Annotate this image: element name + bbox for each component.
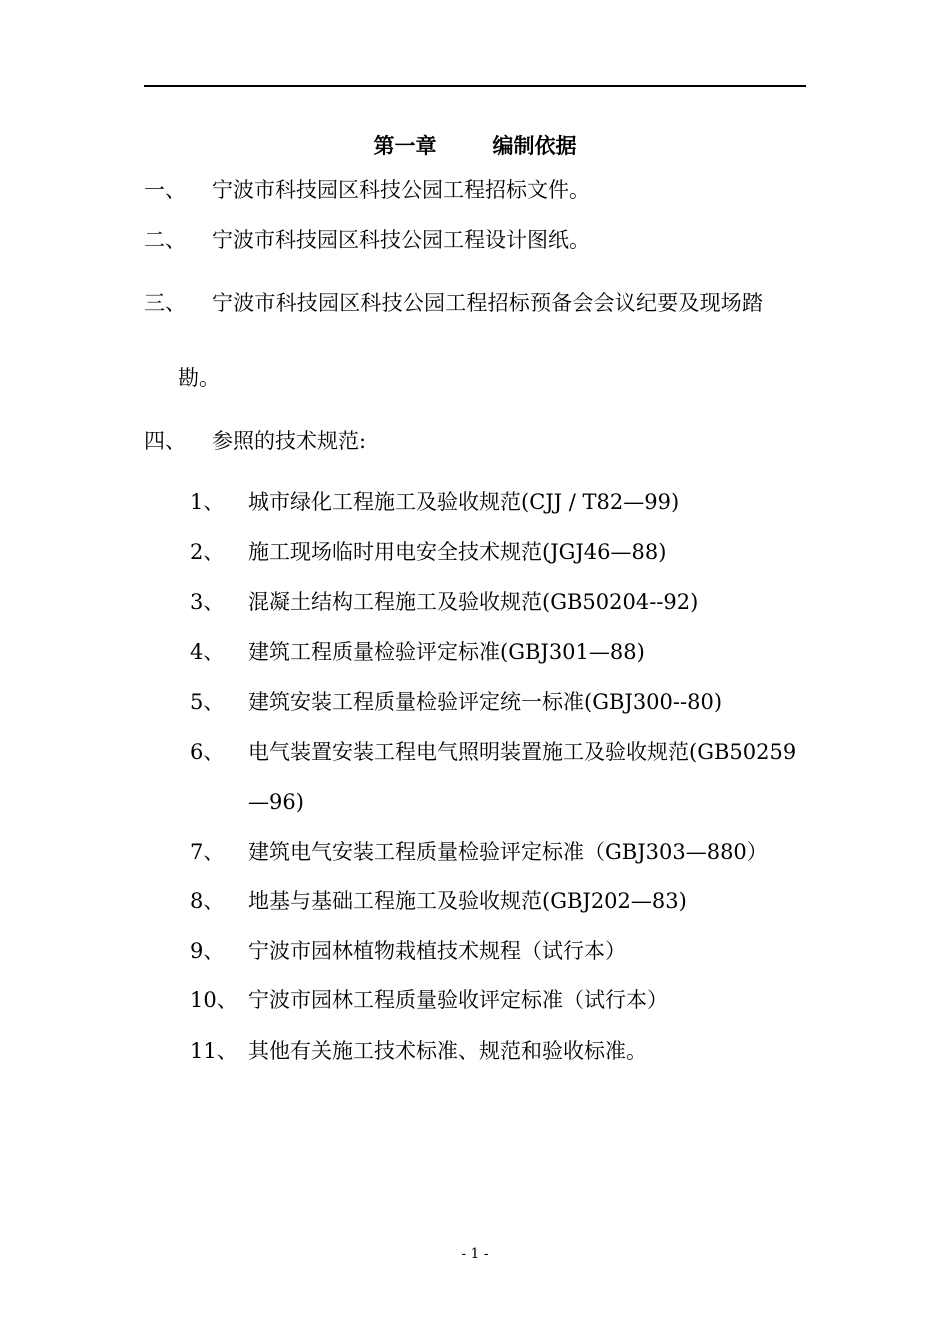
section-num: 二、 bbox=[144, 228, 186, 252]
section-num: 四、 bbox=[144, 429, 186, 453]
section-text: 宁波市科技园区科技公园工程设计图纸。 bbox=[212, 228, 590, 252]
standard-num: 10、 bbox=[190, 988, 238, 1012]
section-num: 一、 bbox=[144, 178, 186, 202]
standard-text: 电气装置安装工程电气照明装置施工及验收规范(GB50259 bbox=[248, 740, 797, 764]
chapter-number: 第一章 bbox=[373, 133, 437, 158]
standard-num: 1、 bbox=[190, 490, 225, 514]
standard-text: 建筑工程质量检验评定标准(GBJ301—88) bbox=[248, 640, 645, 664]
standard-text: 宁波市园林植物栽植技术规程（试行本） bbox=[248, 939, 626, 963]
standard-text: 城市绿化工程施工及验收规范(CJJ / T82—99) bbox=[248, 490, 680, 514]
standard-num: 6、 bbox=[190, 740, 225, 764]
page-number: - 1 - bbox=[461, 1246, 489, 1262]
standard-text: 混凝土结构工程施工及验收规范(GB50204--92) bbox=[248, 590, 699, 614]
standard-num: 8、 bbox=[190, 889, 225, 913]
standard-text: 建筑电气安装工程质量检验评定标准（GBJ303—880） bbox=[248, 840, 768, 864]
standard-text: 地基与基础工程施工及验收规范(GBJ202—83) bbox=[248, 889, 687, 913]
section-text: 宁波市科技园区科技公园工程招标预备会会议纪要及现场踏 bbox=[212, 291, 764, 315]
standard-num: 7、 bbox=[190, 840, 225, 864]
standard-text: 宁波市园林工程质量验收评定标准（试行本） bbox=[248, 988, 668, 1012]
standard-num: 4、 bbox=[190, 640, 225, 664]
chapter-title: 编制依据 bbox=[492, 133, 577, 158]
standard-num: 5、 bbox=[190, 690, 225, 714]
section-text: 参照的技术规范: bbox=[212, 429, 367, 453]
section-3-continued: 勘。 bbox=[178, 366, 220, 390]
standard-item-continued: —96) bbox=[248, 790, 304, 814]
standard-num: 9、 bbox=[190, 939, 225, 963]
section-num: 三、 bbox=[144, 291, 186, 315]
standard-text: 施工现场临时用电安全技术规范(JGJ46—88) bbox=[248, 540, 667, 564]
standard-num: 11、 bbox=[190, 1039, 238, 1063]
standard-num: 3、 bbox=[190, 590, 225, 614]
standard-text: 建筑安装工程质量检验评定统一标准(GBJ300--80) bbox=[248, 690, 723, 714]
section-text: 宁波市科技园区科技公园工程招标文件。 bbox=[212, 178, 590, 202]
standard-num: 2、 bbox=[190, 540, 225, 564]
chapter-heading bbox=[0, 130, 950, 160]
standard-text: 其他有关施工技术标准、规范和验收标准。 bbox=[248, 1039, 647, 1063]
header-rule bbox=[144, 85, 806, 87]
